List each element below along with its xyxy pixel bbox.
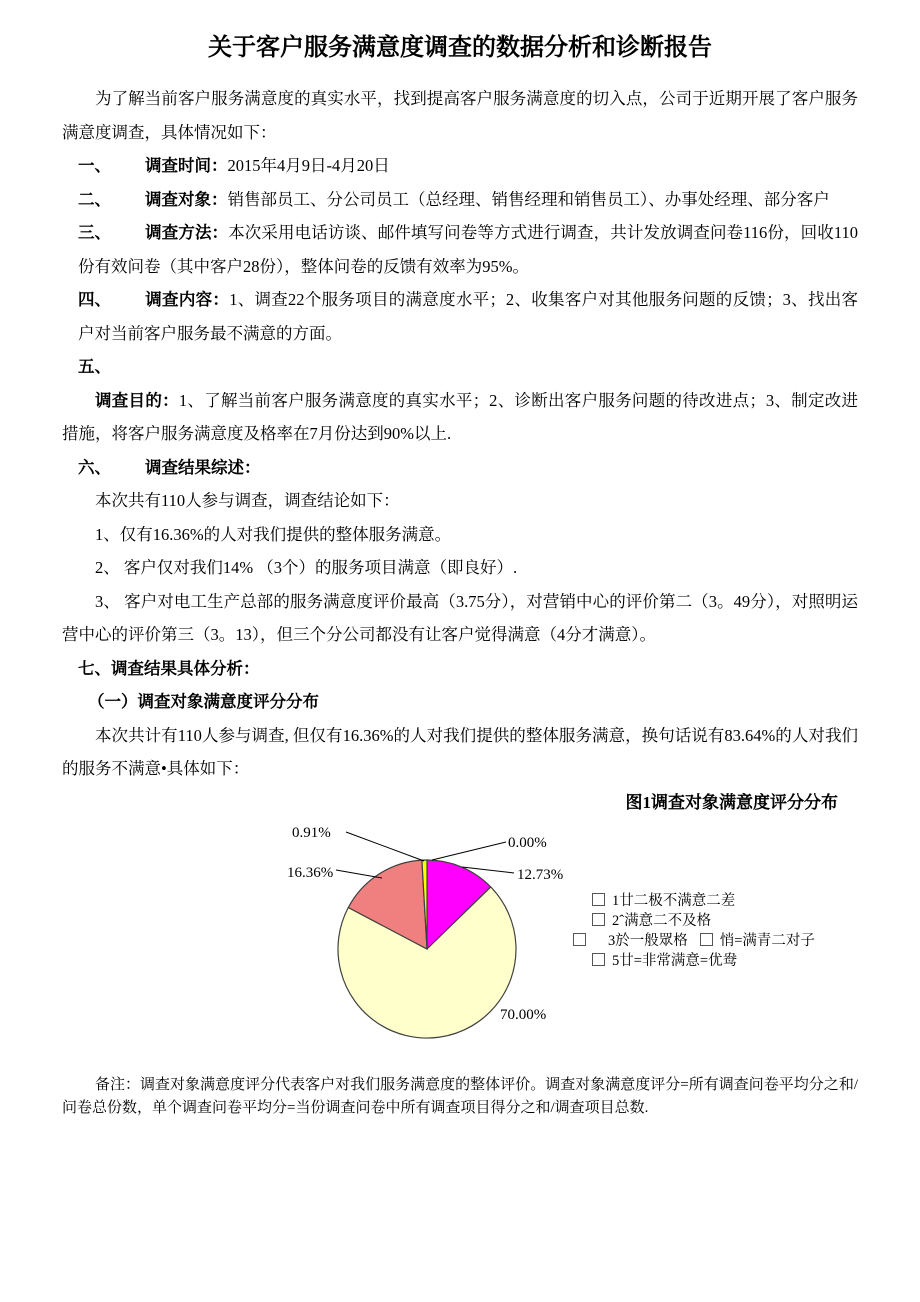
slice-label: 0.00% [508,834,547,851]
intro-paragraph: 为了解当前客户服务满意度的真实水平，找到提高客户服务满意度的切入点，公司于近期开展了客户服务满意度调查，具体情况如下： [62,89,858,142]
item-number: 三、 [78,223,111,242]
footnote: 备注：调查对象满意度评分代表客户对我们服务满意度的整体评价。调查对象满意度评分=所有调查问卷平均分之和/问卷总份数，单个调查问卷平均分=当份调查问卷中所有调查项目得分之和/调查项目总数. [62,1076,858,1116]
list-item-4 [62,283,858,350]
item-number: 六、 [78,457,111,477]
item-text: 本次采用电话访谈、邮件填写问卷等方式进行调查，共计发放调查问卷116份，回收110份有效问卷（其中客户28份），整体问卷的反馈有效率为95%。 [78,223,859,276]
slice-label: 12.73% [517,866,564,883]
list-item-5 [62,350,858,384]
list-item-6 [62,451,858,485]
legend-marker-icon [592,893,605,906]
legend-marker-icon [700,933,713,946]
figure-title: 图1调查对象满意度评分分布 [625,792,838,812]
purpose-text: 1、了解当前客户服务满意度的真实水平；2、诊断出客户服务问题的待改进点；3、制定改进措施，将客户服务满意度及格率在7月份达到90%以上. [62,390,859,443]
purpose-label: 调查目的： [95,390,179,410]
item-text: 2015年4月9日-4月20日 [227,156,390,175]
legend-marker-icon [592,913,605,926]
item-label: 调查时间： [145,156,228,175]
page-title: 关于客户服务满意度调查的数据分析和诊断报告 [208,35,712,61]
item-label: 调查对象： [145,189,228,209]
list-item-3 [62,216,858,283]
list-item-2 [62,183,858,217]
summary-point: 2、 客户仅对我们14% （3个）的服务项目满意（即良好）. [95,558,518,577]
item-label: 调查结果综述： [145,457,261,477]
item-text: 销售部员工、分公司员工（总经理、销售经理和销售员工）、办事处经理、部分客户 [227,189,830,209]
pie-chart-figure [62,818,858,1068]
legend-item [592,949,737,970]
purpose-paragraph [62,384,858,451]
summary-point: 1、仅有16.36%的人对我们提供的整体服务满意。 [95,524,452,544]
item-number: 四、 [78,290,111,309]
item-number: 二、 [78,189,111,209]
legend-label: 5廿=非常满意=优鸯 [612,952,738,969]
legend-item [573,929,815,950]
legend-marker-icon [592,953,605,966]
item-text: 1、调查22个服务项目的满意度水平；2、收集客户对其他服务问题的反馈；3、找出客户对当前客户服务最不满意的方面。 [78,290,859,343]
slice-label: 70.00% [500,1006,547,1023]
chart-legend [62,818,858,1068]
summary-point: 3、 客户对电工生产总部的服务满意度评价最高（3.75分），对营销中心的评价第二（3。49分），对照明运营中心的评价第三（3。13），但三个分公司都没有让客户觉得满意（4分才满意）。 [62,591,858,644]
legend-label: 2ˆ满意二不及格 [612,912,712,929]
summary-intro: 本次共有110人参与调查，调查结论如下： [95,491,400,510]
legend-item [592,909,711,930]
list-item-1 [62,149,858,183]
legend-label: 3於一般眾格 [608,932,688,949]
item-label: 调查方法： [145,223,229,242]
legend-label: 1廿二极不满意二差 [612,892,736,909]
item-number: 一、 [78,156,111,175]
legend-marker-icon [573,933,586,946]
item-number: 五、 [78,357,111,376]
section-heading-7-1: （一）调查对象满意度评分分布 [88,692,319,711]
slice-label: 16.36% [287,864,334,881]
analysis-paragraph: 本次共计有110人参与调查, 但仅有16.36%的人对我们提供的整体服务满意，换句话说有83.64%的人对我们的服务不满意•具体如下： [62,725,858,778]
slice-label: 0.91% [292,824,331,841]
section-heading-7: 七、调查结果具体分析： [78,658,260,678]
legend-item [592,889,735,910]
legend-label: 悄=满青二对子 [719,932,815,949]
item-label: 调查内容： [145,290,230,309]
